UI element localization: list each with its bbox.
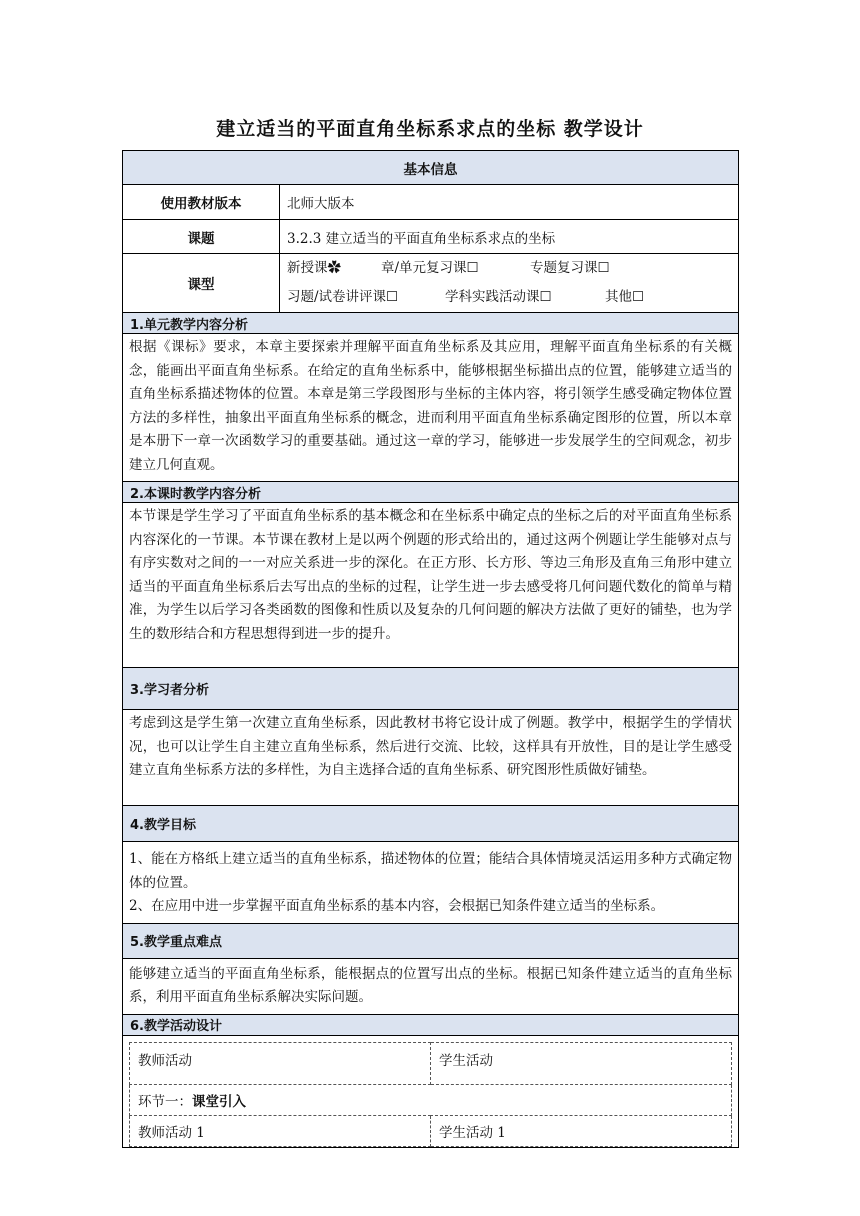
section-3-header-row	[123, 668, 739, 710]
section-heading: 5.教学重点难点	[123, 923, 739, 958]
type-option[interactable]: 新授课✿	[287, 260, 341, 276]
type-option[interactable]: 学科实践活动课☐	[445, 289, 552, 305]
teacher-activity-1: 教师活动 1	[130, 1115, 431, 1146]
section-4-body-row	[123, 842, 739, 924]
section-heading: 2.本课时教学内容分析	[123, 482, 739, 503]
lesson-plan-table	[122, 150, 739, 1148]
lesson-type-label: 课型	[123, 254, 280, 313]
stage-name: 课堂引入	[192, 1093, 246, 1110]
section-6-header-row	[123, 1014, 739, 1035]
lesson-type-options	[280, 254, 739, 313]
textbook-label: 使用教材版本	[123, 185, 280, 220]
activity-header-row	[130, 1042, 732, 1084]
section-heading: 6.教学活动设计	[123, 1014, 739, 1035]
basic-info-header-row	[123, 151, 739, 185]
section-text: 能够建立适当的平面直角坐标系，能根据点的位置写出点的坐标。根据已知条件建立适当的直角坐标系，利用平面直角坐标系解决实际问题。	[123, 958, 739, 1014]
section-text	[123, 842, 739, 924]
stage-row	[130, 1084, 732, 1115]
section-6-body-row	[123, 1035, 739, 1147]
student-activity-header: 学生活动	[431, 1042, 732, 1084]
section-text: 考虑到这是学生第一次建立直角坐标系，因此教材书将它设计成了例题。教学中，根据学生的学情状况，也可以让学生自主建立直角坐标系，然后进行交流、比较，这样具有开放性，目的是让学生感受建立直角坐标系方法的多样性，为自主选择合适的直角坐标系、研究图形性质做好铺垫。	[123, 710, 739, 806]
type-option[interactable]: 习题/试卷讲评课☐	[287, 289, 399, 305]
section-1-body-row	[123, 334, 739, 482]
activity-design	[123, 1035, 739, 1147]
section-1-header-row	[123, 313, 739, 334]
objective-line: 2、在应用中进一步掌握平面直角坐标系的基本内容，会根据已知条件建立适当的坐标系。	[129, 898, 665, 914]
section-4-header-row	[123, 806, 739, 842]
type-option[interactable]: 其他☐	[605, 289, 645, 305]
section-2-body-row	[123, 503, 739, 668]
type-option[interactable]: 章/单元复习课☐	[381, 260, 479, 276]
lesson-type-row	[123, 254, 739, 313]
student-activity-1: 学生活动 1	[431, 1115, 732, 1146]
activity-1-row	[130, 1115, 732, 1146]
lesson-type-line-1	[287, 254, 731, 283]
topic-label: 课题	[123, 220, 280, 254]
textbook-row	[123, 185, 739, 220]
teacher-activity-header: 教师活动	[130, 1042, 431, 1084]
section-heading: 3.学习者分析	[123, 668, 739, 710]
stage-prefix: 环节一：	[138, 1093, 192, 1110]
textbook-value: 北师大版本	[280, 185, 739, 220]
page-title: 建立适当的平面直角坐标系求点的坐标 教学设计	[216, 118, 644, 140]
section-heading: 4.教学目标	[123, 806, 739, 842]
topic-value: 3.2.3 建立适当的平面直角坐标系求点的坐标	[280, 220, 739, 254]
section-5-body-row	[123, 958, 739, 1014]
basic-info-header: 基本信息	[123, 151, 739, 185]
activity-table	[129, 1042, 732, 1147]
section-text: 根据《课标》要求，本章主要探索并理解平面直角坐标系及其应用，理解平面直角坐标系的有关概念，能画出平面直角坐标系。在给定的直角坐标系中，能够根据坐标描出点的位置，能够建立适当的直角坐标系描述物体的位置。本章是第三学段图形与坐标的主体内容，将引领学生感受确定物体位置方法的多样性，抽象出平面直角坐标系的概念，进而利用平面直角坐标系确定图形的位置，所以本章是本册下一章一次函数学习的重要基础。通过这一章的学习，能够进一步发展学生的空间观念，初步建立几何直观。	[123, 334, 739, 482]
topic-row	[123, 220, 739, 254]
section-text: 本节课是学生学习了平面直角坐标系的基本概念和在坐标系中确定点的坐标之后的对平面直角坐标系内容深化的一节课。本节课在教材上是以两个例题的形式给出的，通过这两个例题让学生能够对点与有序实数对之间的一一对应关系进一步的深化。在正方形、长方形、等边三角形及直角三角形中建立适当的平面直角坐标系后去写出点的坐标的过程，让学生进一步去感受将几何问题代数化的简单与精准，为学生以后学习各类函数的图像和性质以及复杂的几何问题的解决方法做了更好的铺垫，也为学生的数形结合和方程思想得到进一步的提升。	[123, 503, 739, 668]
objective-line: 1、能在方格纸上建立适当的直角坐标系，描述物体的位置；能结合具体情境灵活运用多种方式确定物体的位置。	[129, 851, 732, 891]
type-option[interactable]: 专题复习课☐	[530, 260, 610, 276]
section-2-header-row	[123, 482, 739, 503]
section-heading: 1.单元教学内容分析	[123, 313, 739, 334]
section-5-header-row	[123, 923, 739, 958]
section-3-body-row	[123, 710, 739, 806]
lesson-type-line-2	[287, 283, 731, 312]
stage-title	[130, 1084, 732, 1115]
